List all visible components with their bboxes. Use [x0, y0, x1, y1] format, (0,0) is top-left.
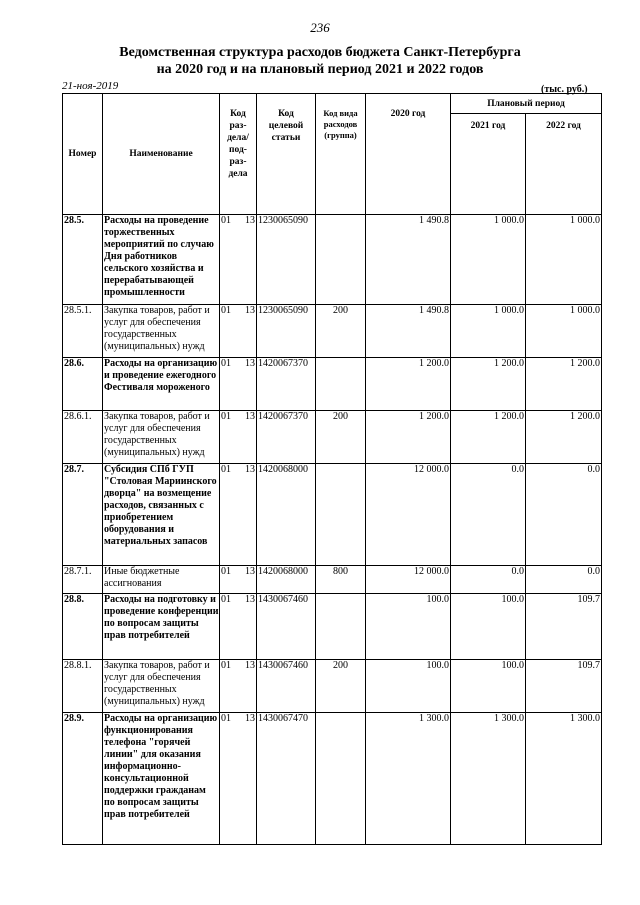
row-name: Расходы на организацию функционирования телефона "горячей линии" для оказания информационно-консультационной поддержки гражданам по вопросам защиты прав потребителей: [103, 713, 220, 845]
row-name: Расходы на проведение торжественных мероприятий по случаю Дня работников сельского хозяйства и перерабатывающей промышленности: [103, 215, 220, 305]
row-target: 1420067370: [257, 411, 316, 464]
row-target: 1230065090: [257, 215, 316, 305]
row-2022: 1 200.0: [526, 358, 602, 411]
row-razdel: 01: [220, 305, 239, 358]
row-target: 1420068000: [257, 464, 316, 566]
col-vid-label: Код вида расходов (группа): [323, 108, 358, 140]
row-razdel: 01: [220, 713, 239, 845]
row-number: 28.5.: [63, 215, 103, 305]
row-2021: 0.0: [451, 464, 526, 566]
row-name: Закупка товаров, работ и услуг для обеспечения государственных (муниципальных) нужд: [103, 305, 220, 358]
row-2021: 1 200.0: [451, 358, 526, 411]
unit-label: (тыс. руб.): [541, 84, 588, 95]
row-2020: 1 200.0: [366, 411, 451, 464]
row-podrazdel: 13: [239, 660, 257, 713]
col-number: Номер: [63, 94, 103, 215]
row-razdel: 01: [220, 594, 239, 660]
col-razdel: [220, 94, 257, 215]
row-2022: 1 200.0: [526, 411, 602, 464]
col-2020-label: 2020 год: [390, 109, 426, 119]
row-name: Расходы на организацию и проведение ежегодного Фестиваля мороженого: [103, 358, 220, 411]
col-2022-label: 2022 год: [546, 121, 581, 131]
row-2022: 109.7: [526, 660, 602, 713]
row-razdel: 01: [220, 660, 239, 713]
row-razdel: 01: [220, 215, 239, 305]
row-vid: [316, 464, 366, 566]
row-target: 1430067460: [257, 594, 316, 660]
document-title: [0, 44, 640, 78]
row-target: 1420067370: [257, 358, 316, 411]
table-row: [63, 566, 602, 594]
table-row: [63, 411, 602, 464]
row-razdel: 01: [220, 464, 239, 566]
row-2022: 0.0: [526, 464, 602, 566]
row-vid: 200: [316, 411, 366, 464]
table-row: [63, 594, 602, 660]
row-2020: 100.0: [366, 660, 451, 713]
table-row: [63, 215, 602, 305]
row-target: 1230065090: [257, 305, 316, 358]
row-number: 28.8.1.: [63, 660, 103, 713]
row-podrazdel: 13: [239, 411, 257, 464]
table-row: [63, 713, 602, 845]
row-2020: 1 490.8: [366, 215, 451, 305]
row-vid: [316, 358, 366, 411]
row-2021: 0.0: [451, 566, 526, 594]
table-row: [63, 358, 602, 411]
row-2021: 100.0: [451, 594, 526, 660]
row-2021: 1 300.0: [451, 713, 526, 845]
row-2020: 100.0: [366, 594, 451, 660]
row-2022: 1 000.0: [526, 215, 602, 305]
row-2021: 1 200.0: [451, 411, 526, 464]
col-2022: [526, 114, 602, 215]
row-razdel: 01: [220, 358, 239, 411]
row-name: Закупка товаров, работ и услуг для обеспечения государственных (муниципальных) нужд: [103, 411, 220, 464]
col-name: Наименование: [103, 94, 220, 215]
row-number: 28.9.: [63, 713, 103, 845]
table-row: [63, 660, 602, 713]
row-2021: 1 000.0: [451, 305, 526, 358]
row-vid: [316, 594, 366, 660]
title-line-2: на 2020 год и на плановый период 2021 и 2022 годов: [156, 62, 484, 77]
row-2022: 0.0: [526, 566, 602, 594]
row-name: Закупка товаров, работ и услуг для обеспечения государственных (муниципальных) нужд: [103, 660, 220, 713]
row-vid: 200: [316, 305, 366, 358]
row-vid: 800: [316, 566, 366, 594]
page-number: 236: [310, 20, 330, 35]
col-target: [257, 94, 316, 215]
row-target: 1430067470: [257, 713, 316, 845]
table-row: [63, 464, 602, 566]
col-target-label: Код целевой статьи: [268, 109, 304, 143]
row-number: 28.7.: [63, 464, 103, 566]
col-razdel-label: Код раз- дела/ под- раз- дела: [227, 109, 249, 179]
row-razdel: 01: [220, 566, 239, 594]
row-vid: [316, 713, 366, 845]
row-2022: 1 000.0: [526, 305, 602, 358]
col-2020: [366, 94, 451, 215]
title-line-1: Ведомственная структура расходов бюджета Санкт-Петербурга: [119, 45, 521, 60]
row-name: Расходы на подготовку и проведение конференции по вопросам защиты прав потребителей: [103, 594, 220, 660]
budget-table: [62, 93, 602, 845]
row-2022: 109.7: [526, 594, 602, 660]
row-podrazdel: 13: [239, 464, 257, 566]
row-2020: 12 000.0: [366, 566, 451, 594]
row-podrazdel: 13: [239, 215, 257, 305]
row-2020: 12 000.0: [366, 464, 451, 566]
row-podrazdel: 13: [239, 566, 257, 594]
row-2020: 1 200.0: [366, 358, 451, 411]
row-number: 28.6.1.: [63, 411, 103, 464]
row-number: 28.7.1.: [63, 566, 103, 594]
row-podrazdel: 13: [239, 358, 257, 411]
row-name: Иные бюджетные ассигнования: [103, 566, 220, 594]
row-target: 1420068000: [257, 566, 316, 594]
row-number: 28.8.: [63, 594, 103, 660]
row-vid: [316, 215, 366, 305]
col-planned: Плановый период: [451, 94, 602, 114]
row-2020: 1 490.8: [366, 305, 451, 358]
row-2021: 1 000.0: [451, 215, 526, 305]
row-2020: 1 300.0: [366, 713, 451, 845]
col-2021-label: 2021 год: [470, 121, 506, 131]
col-2021: [451, 114, 526, 215]
row-2021: 100.0: [451, 660, 526, 713]
row-razdel: 01: [220, 411, 239, 464]
row-podrazdel: 13: [239, 594, 257, 660]
col-vid: [316, 94, 366, 215]
row-name: Субсидия СПб ГУП "Столовая Мариинского дворца" на возмещение расходов, связанных с приобретением оборудования и материальных запасов: [103, 464, 220, 566]
row-podrazdel: 13: [239, 713, 257, 845]
row-vid: 200: [316, 660, 366, 713]
table-row: [63, 305, 602, 358]
row-2022: 1 300.0: [526, 713, 602, 845]
row-podrazdel: 13: [239, 305, 257, 358]
row-number: 28.6.: [63, 358, 103, 411]
row-target: 1430067460: [257, 660, 316, 713]
document-date: 21-ноя-2019: [62, 80, 119, 92]
row-number: 28.5.1.: [63, 305, 103, 358]
